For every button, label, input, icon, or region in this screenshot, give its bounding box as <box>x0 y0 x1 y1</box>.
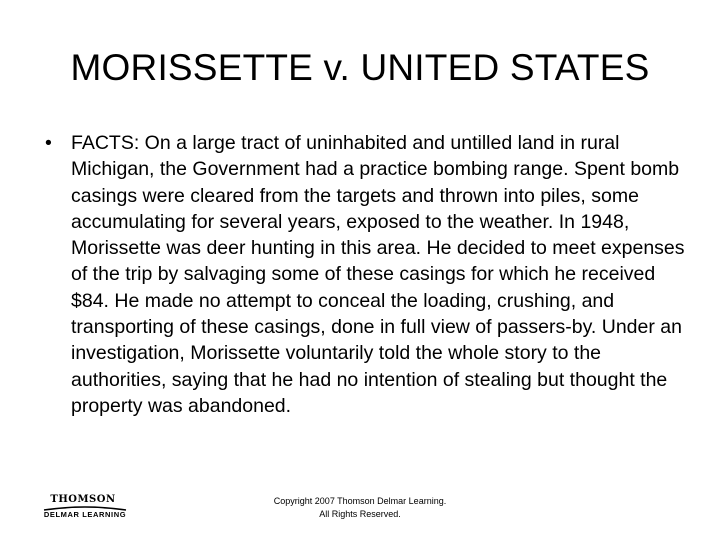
slide-title: MORISSETTE v. UNITED STATES <box>70 47 650 88</box>
bullet-marker: • <box>45 132 52 154</box>
logo-wordmark-thomson: THOMSON <box>50 494 116 505</box>
thomson-delmar-logo <box>42 494 132 524</box>
bullet-text: FACTS: On a large tract of uninhabited and untilled land in rural Michigan, the Government had a practice bombing range. Spent bomb casings were cleared from the targets and thrown into piles, some accumulating for several years, exposed to the weather. In 1948, Morissette was deer hunting in this area. He decided to meet expenses of the trip by salvaging some of these casings for which he received $84. He made no attempt to conceal the loading, crushing, and transporting of these casings, done in full view of passers-by. Under an investigation, Morissette voluntarily told the whole story to the authorities, saying that he had no intention of stealing but thought the property was abandoned. <box>71 132 685 417</box>
copyright-line-1: Copyright 2007 Thomson Delmar Learning. <box>273 496 447 506</box>
logo-wordmark-delmar: DELMAR LEARNING <box>43 510 127 519</box>
copyright-notice <box>220 495 500 521</box>
copyright-line-2: All Rights Reserved. <box>319 509 401 519</box>
bullet-item-facts <box>45 130 685 419</box>
bullet-list <box>45 130 685 419</box>
